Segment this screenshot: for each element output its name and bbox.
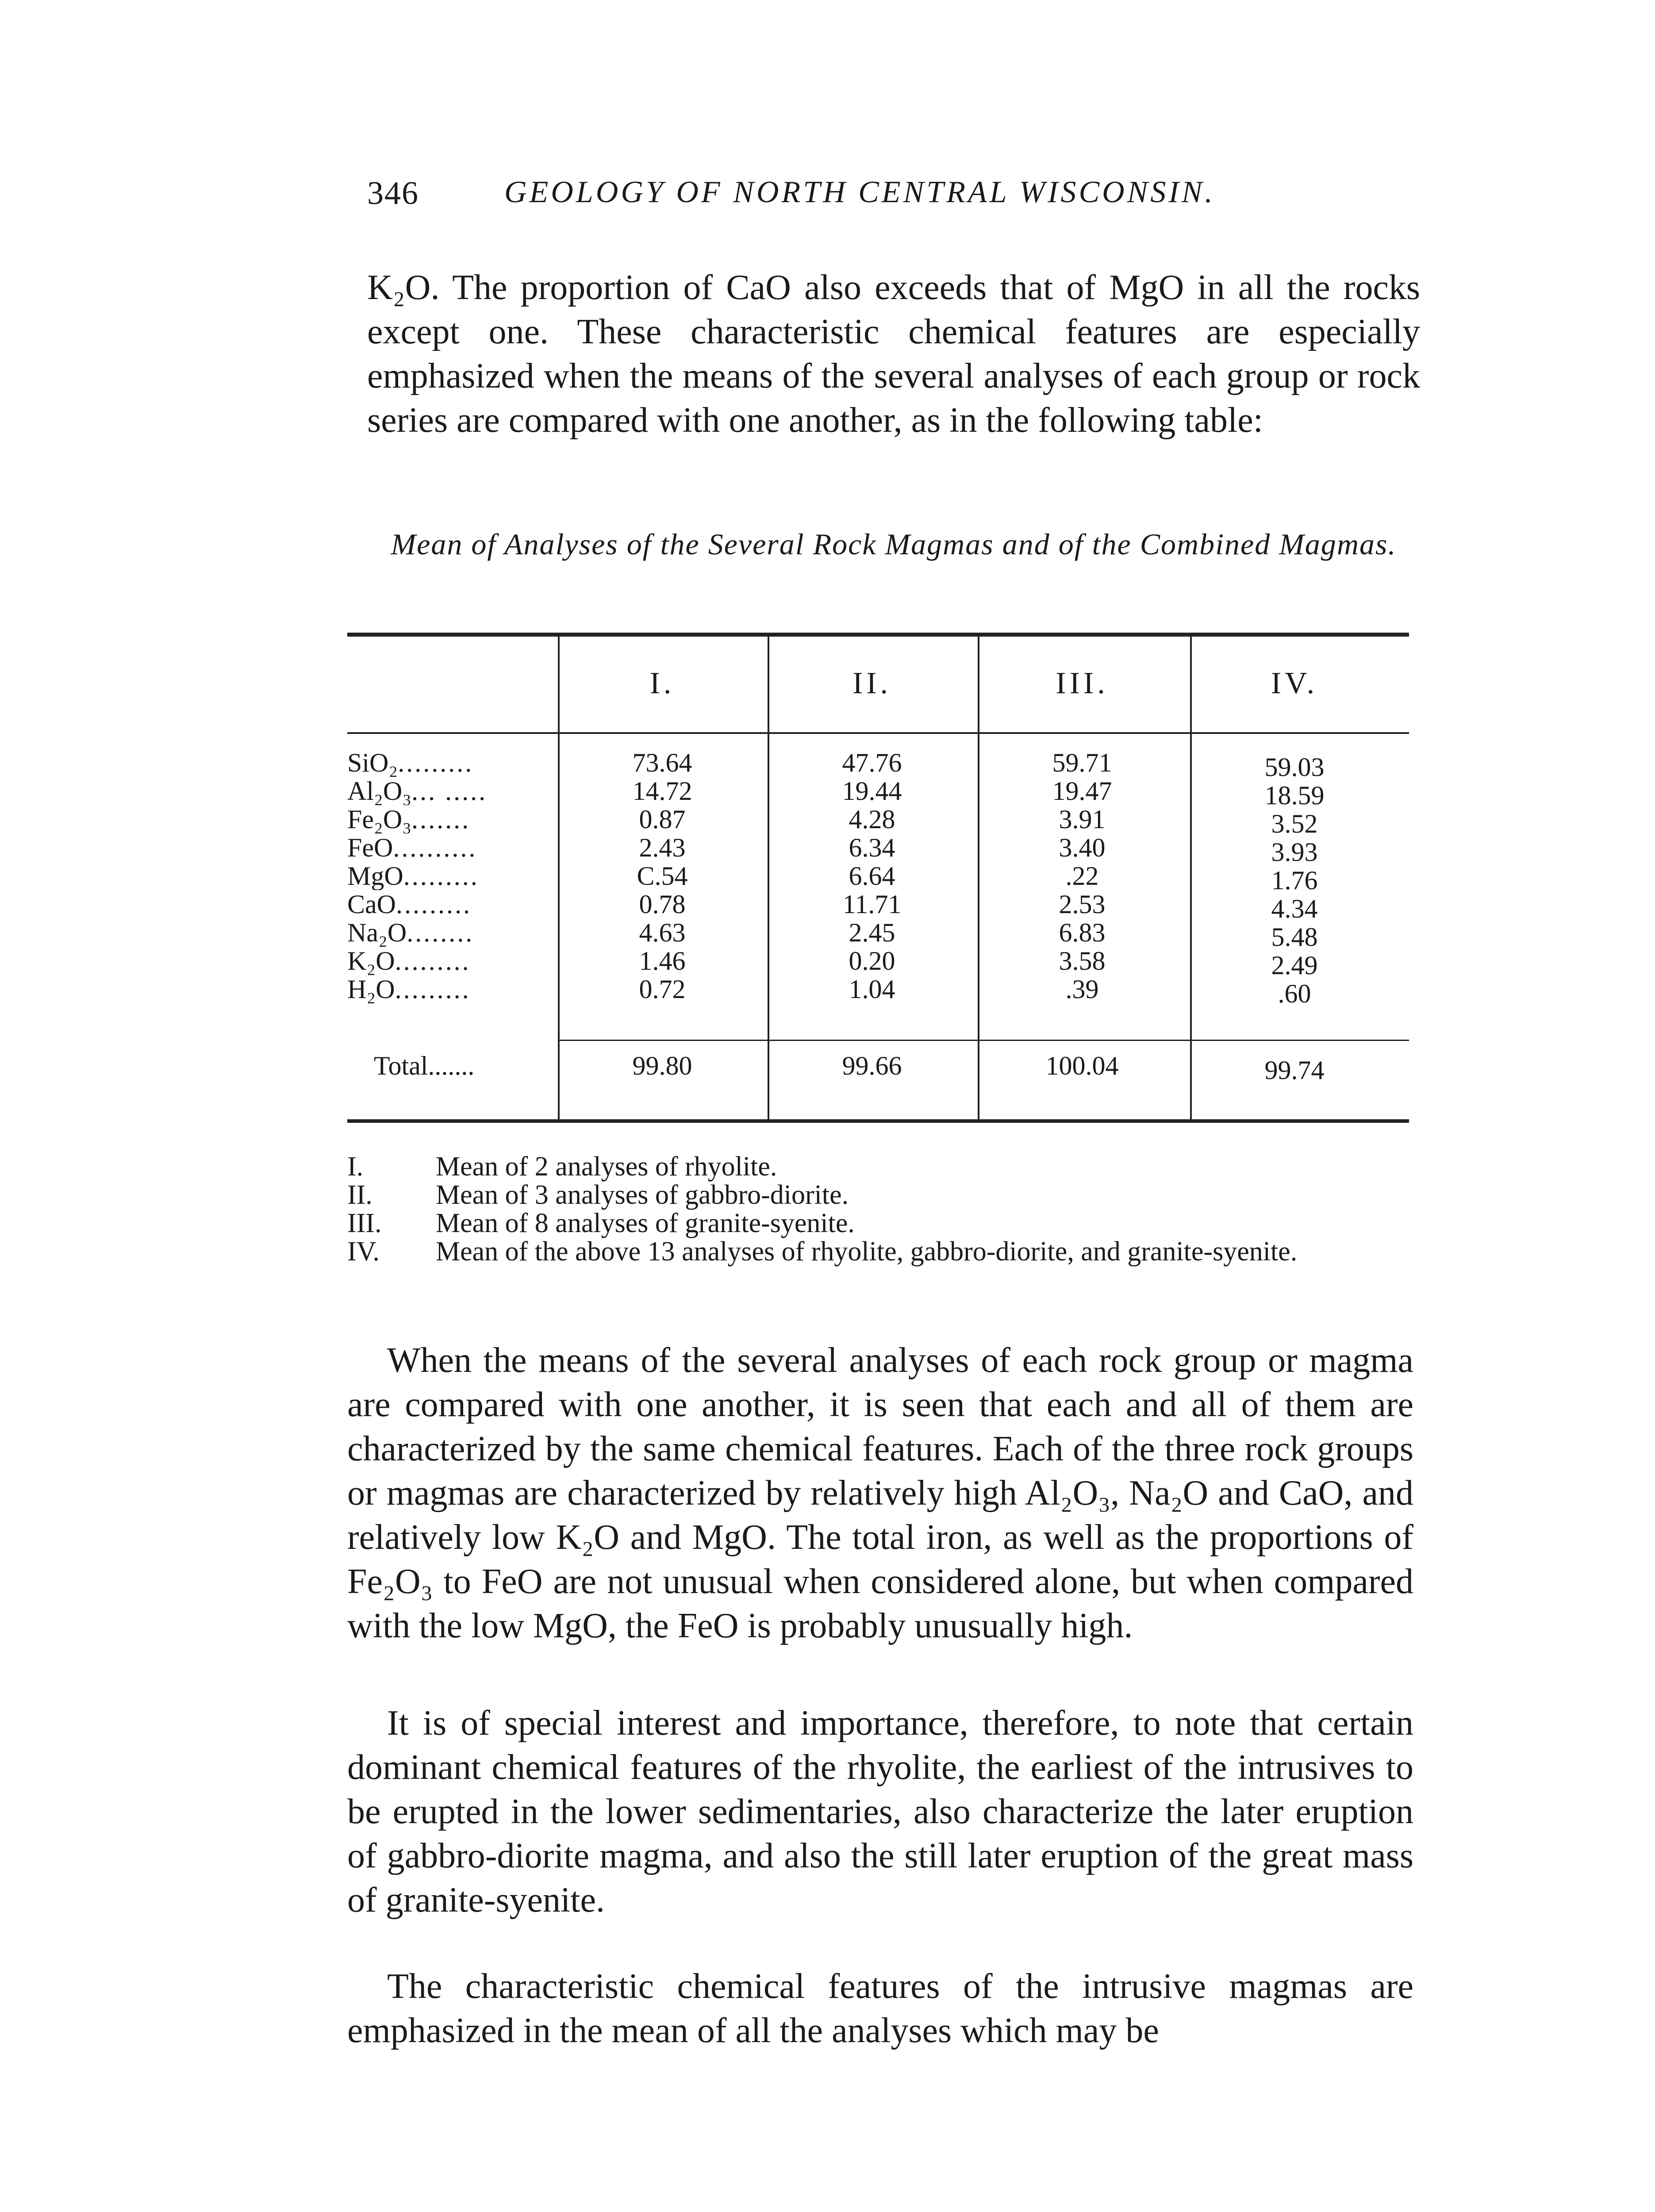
table-top-rule: [347, 633, 1409, 637]
column-divider: [978, 635, 979, 1119]
table-cell: 3.58: [1059, 946, 1106, 975]
footnote: [347, 1181, 1409, 1209]
total-label: Total.......: [374, 1051, 475, 1080]
column-values-iv: [1193, 753, 1396, 1008]
table-cell: 6.34: [849, 833, 895, 862]
row-labels: [347, 749, 555, 1003]
table-cell: 18.59: [1264, 781, 1325, 810]
column-header-i: I.: [649, 666, 675, 700]
table-cell: 6.64: [849, 861, 895, 891]
table-caption: Mean of Analyses of the Several Rock Magmas and of the Combined Magmas.: [391, 527, 1397, 561]
oxide-label: K₂O: [347, 947, 395, 975]
total-value-ii: 99.66: [842, 1051, 902, 1080]
dot-leader: .......: [411, 805, 471, 833]
column-header-iv: IV.: [1271, 666, 1318, 700]
row-label: [347, 918, 555, 947]
footnote-text: Mean of 8 analyses of granite-syenite.: [436, 1208, 855, 1238]
total-value-iii: 100.04: [1045, 1051, 1119, 1080]
table-cell: 2.53: [1059, 890, 1106, 919]
table-cell: 2.43: [639, 833, 686, 862]
table-cell: 3.91: [1059, 805, 1106, 834]
table-cell: 6.83: [1059, 918, 1106, 947]
table-cell: 3.52: [1271, 809, 1318, 838]
footnote-number: IV.: [347, 1237, 380, 1267]
column-header-iii: III.: [1056, 666, 1109, 700]
page-number: 346: [367, 175, 419, 211]
footnote: [347, 1237, 1409, 1266]
body-paragraph: The characteristic chemical features of the intrusive magmas are emphasized in the mean of all the analyses which may be: [347, 1967, 1413, 2050]
oxide-label: H₂O: [347, 975, 395, 1003]
column-values-ii: [770, 749, 974, 1003]
table-cell: .60: [1278, 979, 1311, 1008]
running-title: GEOLOGY OF NORTH CENTRAL WISCONSIN.: [504, 175, 1215, 209]
intro-paragraph: K₂O. The proportion of CaO also exceeds that of MgO in all the rocks except one. These characteristic chemical features are especially emphasized when the means of the several analyses of each group or rock series are compared with one another, as in the following table:: [367, 268, 1420, 440]
table-footnotes: [347, 1152, 1409, 1266]
dot-leader: .........: [403, 862, 479, 890]
footnote: [347, 1152, 1409, 1181]
oxide-label: SiO₂: [347, 749, 398, 777]
oxide-label: Al₂O₃: [347, 777, 412, 805]
table-cell: 73.64: [632, 748, 692, 777]
table-cell: C.54: [637, 861, 688, 891]
dot-leader: .........: [398, 749, 474, 777]
table-cell: 1.46: [639, 946, 686, 975]
table-cell: 0.87: [639, 805, 686, 834]
footnote-text: Mean of 2 analyses of rhyolite.: [436, 1152, 777, 1182]
row-label: [347, 862, 555, 890]
footnote-text: Mean of the above 13 analyses of rhyolite, gabbro-diorite, and granite-syenite.: [436, 1237, 1298, 1267]
table-cell: 4.28: [849, 805, 895, 834]
total-value-iv: 99.74: [1264, 1056, 1325, 1085]
table-cell: 59.71: [1052, 748, 1112, 777]
oxide-label: Na₂O: [347, 918, 407, 947]
oxide-label: Fe₂O₃: [347, 805, 412, 833]
oxide-label: MgO: [347, 862, 403, 890]
table-cell: 0.78: [639, 890, 686, 919]
footnote-number: III.: [347, 1208, 382, 1238]
analyses-table: [347, 633, 1409, 1124]
dot-leader: ..........: [393, 833, 477, 862]
table-cell: 14.72: [632, 776, 692, 806]
table-cell: 2.45: [849, 918, 895, 947]
table-bottom-rule: [347, 1119, 1409, 1123]
row-label: [347, 777, 555, 805]
table-cell: 47.76: [842, 748, 902, 777]
column-divider: [1190, 635, 1192, 1119]
oxide-label: CaO: [347, 890, 396, 918]
table-cell: 4.34: [1271, 894, 1318, 923]
table-cell: .39: [1065, 975, 1099, 1004]
footnote: [347, 1209, 1409, 1237]
table-cell: 1.04: [849, 975, 895, 1004]
footnote-number: I.: [347, 1152, 364, 1182]
page-header: [363, 175, 1425, 223]
footnote-text: Mean of 3 analyses of gabbro-diorite.: [436, 1180, 849, 1210]
dot-leader: .........: [395, 947, 471, 975]
table-cell: 11.71: [842, 890, 902, 919]
row-label: [347, 890, 555, 918]
body-paragraph: When the means of the several analyses of each rock group or magma are compared with one another, it is seen that each and all of them are characterized by the same chemical features. Each of the three rock groups or magmas are characterized by relatively high Al₂O₃, Na₂O and CaO, and relatively low K₂O and MgO. The total iron, as well as the proportions of Fe₂O₃ to FeO are not unusual when considered alone, but when compared with the low MgO, the FeO is probably unusually high.: [347, 1341, 1413, 1645]
column-values-iii: [980, 749, 1184, 1003]
row-label: [347, 749, 555, 777]
total-value-i: 99.80: [632, 1051, 692, 1080]
dot-leader: ........: [407, 918, 474, 947]
footnote-number: II.: [347, 1180, 372, 1210]
row-label: [347, 805, 555, 833]
row-label: [347, 833, 555, 862]
table-cell: 19.44: [842, 776, 902, 806]
table-cell: 19.47: [1052, 776, 1112, 806]
dot-leader: .........: [395, 975, 471, 1003]
table-total-rule: [560, 1040, 1409, 1041]
row-label: [347, 975, 555, 1003]
column-divider: [558, 635, 560, 1119]
table-cell: 0.20: [849, 946, 895, 975]
column-values-i: [561, 749, 764, 1003]
table-cell: 2.49: [1271, 951, 1318, 980]
table-cell: 3.93: [1271, 837, 1318, 867]
table-header-rule: [347, 732, 1409, 734]
table-cell: 3.40: [1059, 833, 1106, 862]
body-paragraph: It is of special interest and importance, therefore, to note that certain dominant chemical features of the rhyolite, the earliest of the intrusives to be erupted in the lower sedimentaries, also characterize the later eruption of gabbro-diorite magma, and also the still later eruption of the great mass of granite-syenite.: [347, 1704, 1413, 1920]
table-cell: 59.03: [1264, 753, 1325, 782]
table-cell: 5.48: [1271, 922, 1318, 952]
column-header-ii: II.: [852, 666, 892, 700]
dot-leader: ... .....: [411, 777, 488, 805]
row-label: [347, 947, 555, 975]
table-cell: 0.72: [639, 975, 686, 1004]
table-cell: 4.63: [639, 918, 686, 947]
table-cell: 1.76: [1271, 866, 1318, 895]
table-cell: .22: [1065, 861, 1099, 891]
dot-leader: .........: [396, 890, 472, 918]
column-divider: [768, 635, 769, 1119]
oxide-label: FeO: [347, 833, 393, 862]
